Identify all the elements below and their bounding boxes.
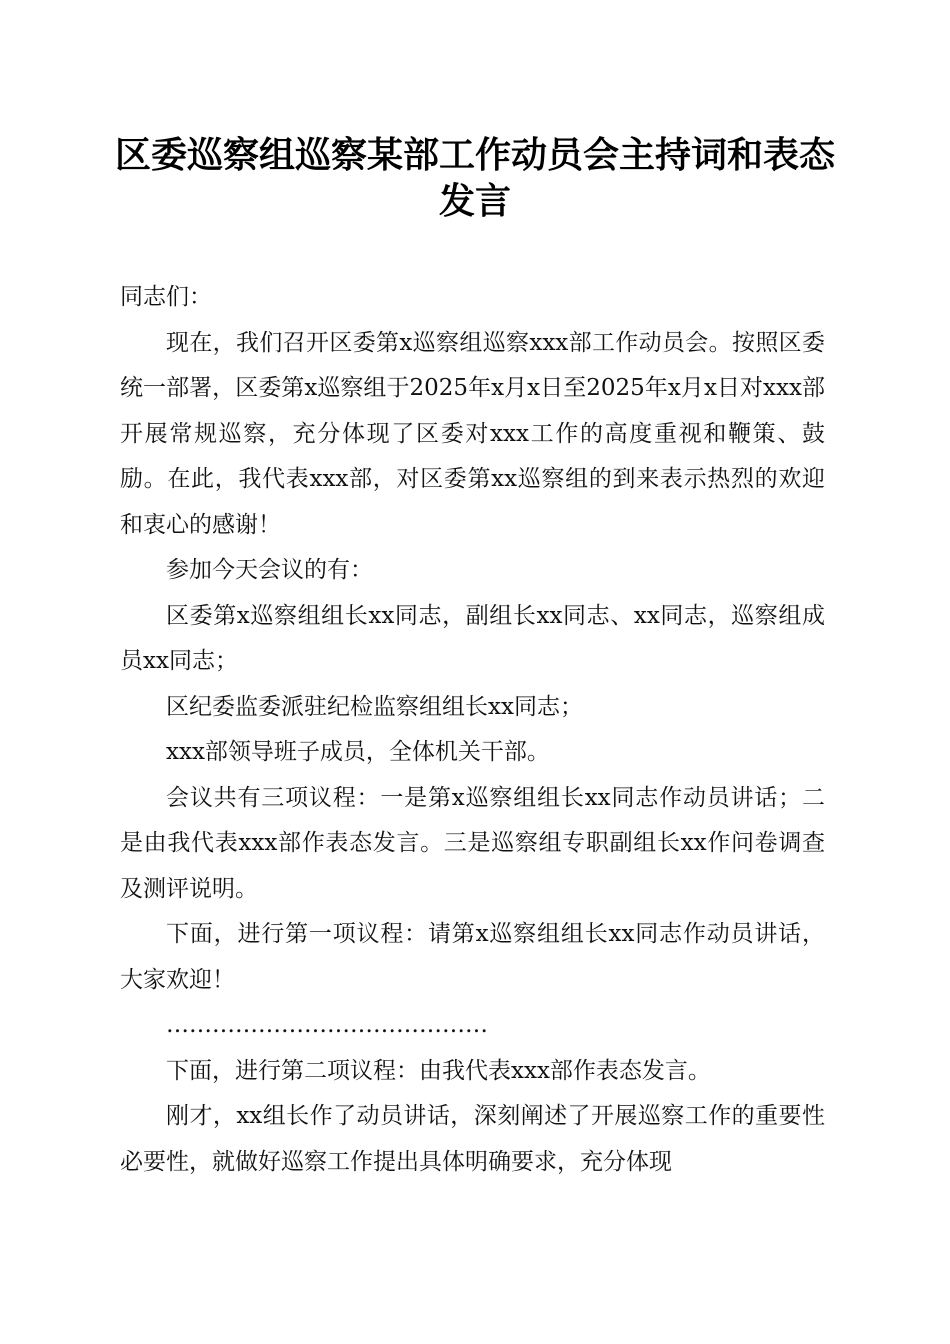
paragraph-attendees-intro: 参加今天会议的有： [166,557,373,583]
paragraph-opening: 现在，我们召开区委第x巡察组巡察xxx部工作动员会。按照区委统一部署，区委第x巡察组于2025年x月x日至2025年x月x日对xxx部开展常规巡察，充分体现了区委对xxx工作的高度重视和鞭策、鼓励。在此，我代表xxx部，对区委第xx巡察组的到来表示热烈的欢迎和衷心的感谢！ [120,329,825,538]
document-title [100,132,850,224]
paragraph-agenda: 会议共有三项议程：一是第x巡察组组长xx同志作动员讲话；二是由我代表xxx部作表态发言。三是巡察组专职副组长xx作问卷调查及测评说明。 [120,784,825,902]
ellipsis-separator: …………………………………… [166,1012,488,1038]
paragraph-agenda-item-2: 下面，进行第二项议程：由我代表xxx部作表态发言。 [166,1057,711,1084]
title-line-2: 发言 [438,180,511,222]
paragraph-attendees-inspection-group: 区委第x巡察组组长xx同志，副组长xx同志、xx同志，巡察组成员xx同志； [120,602,825,674]
salutation: 同志们： [120,284,212,310]
title-line-1: 区委巡察组巡察某部工作动员会主持词和表态 [114,134,835,176]
paragraph-agenda-item-1: 下面，进行第一项议程：请第x巡察组组长xx同志作动员讲话，大家欢迎！ [120,921,825,993]
document-body [120,275,825,1185]
paragraph-statement: 刚才，xx组长作了动员讲话，深刻阐述了开展巡察工作的重要性必要性，就做好巡察工作提出具体明确要求，充分体现 [120,1103,825,1175]
paragraph-attendees-discipline-group: 区纪委监委派驻纪检监察组组长xx同志； [166,693,583,720]
paragraph-attendees-department: xxx部领导班子成员，全体机关干部。 [166,739,550,765]
